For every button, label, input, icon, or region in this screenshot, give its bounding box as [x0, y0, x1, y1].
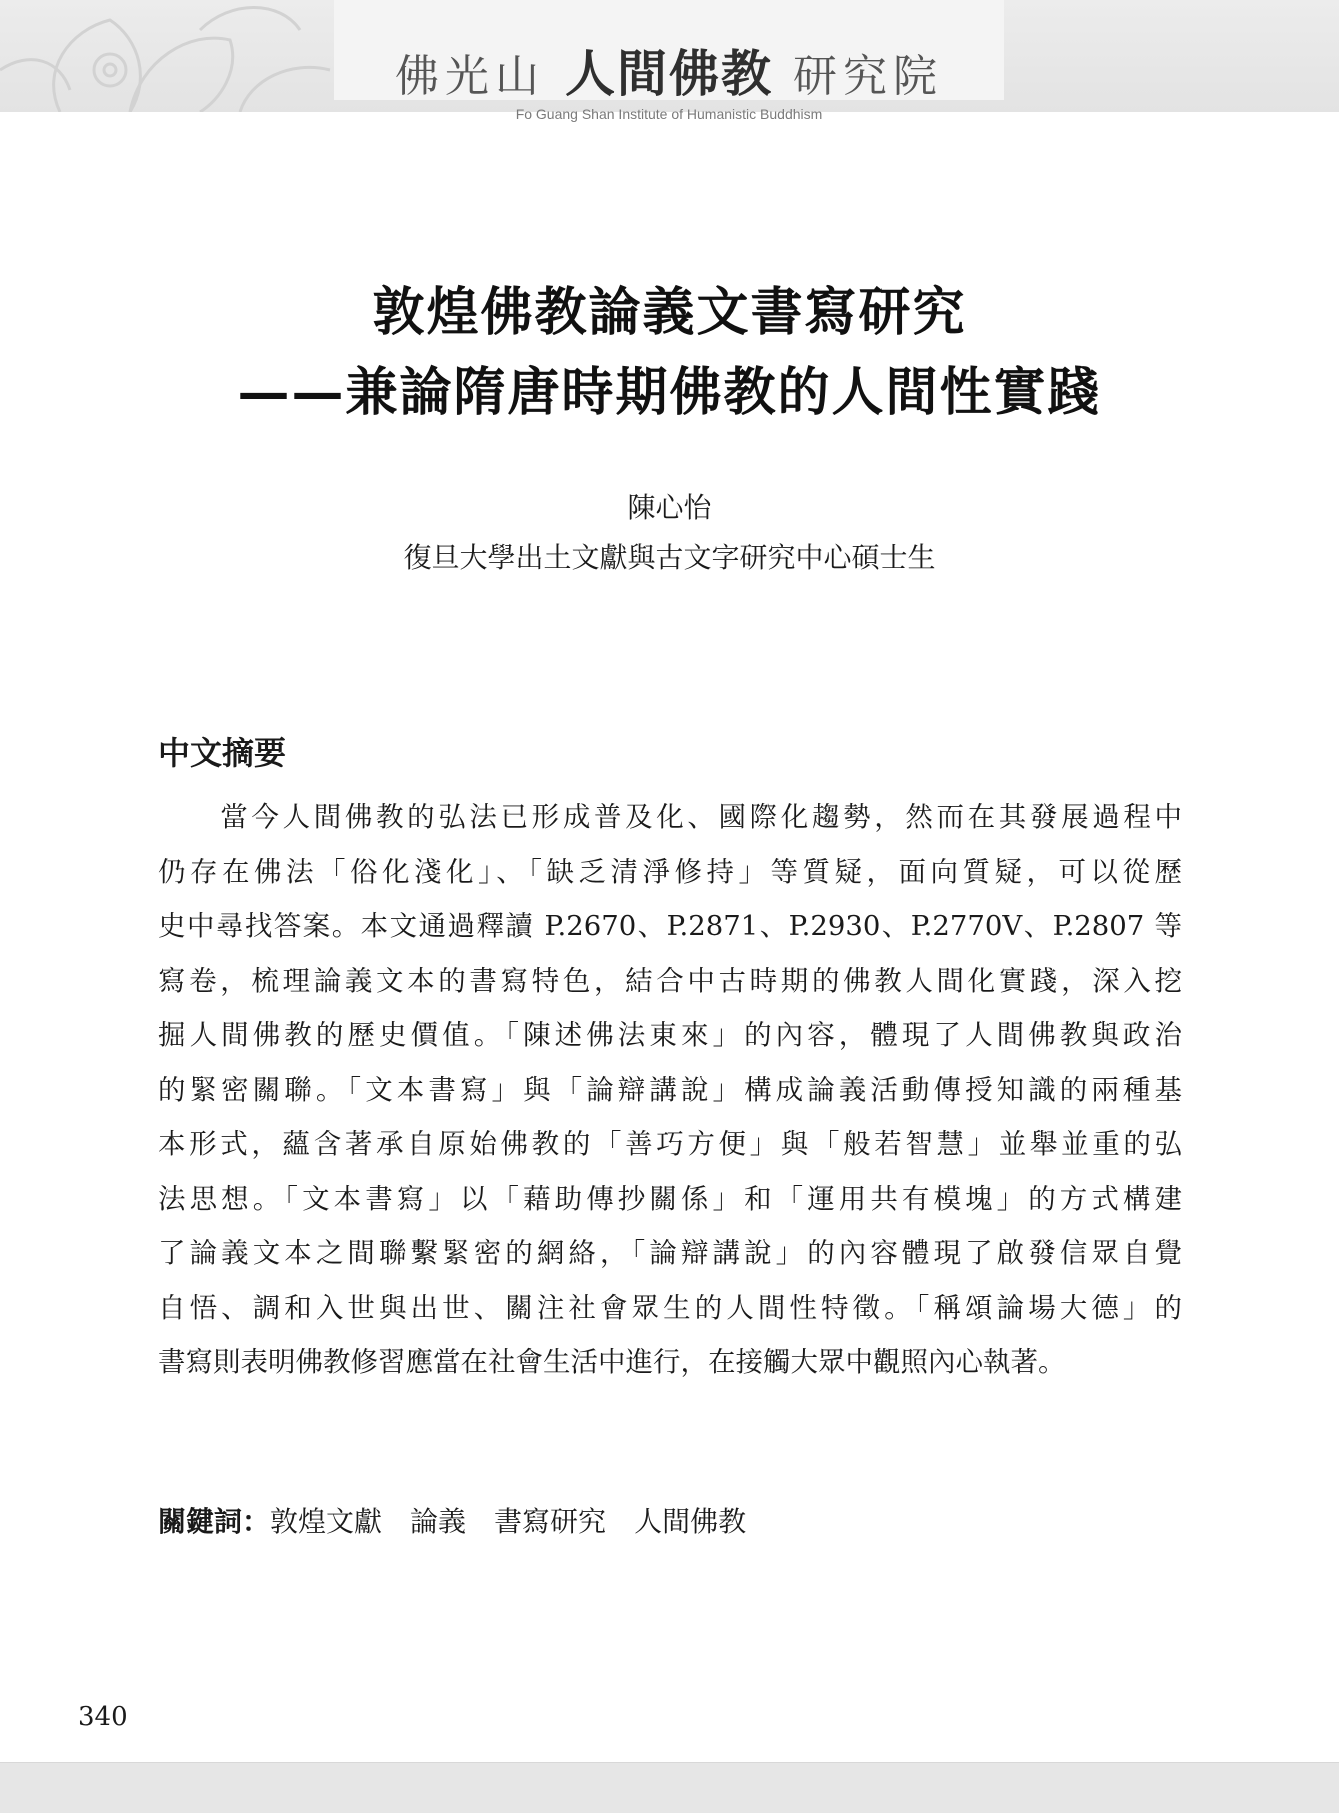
abstract-line: 自悟、調和入世與出世、關注社會眾生的人間性特徵。「稱頌論場大德」的 [158, 1291, 1182, 1324]
keywords [158, 1500, 774, 1540]
abstract-line: 寫卷，梳理論義文本的書寫特色，結合中古時期的佛教人間化實踐，深入挖 [158, 964, 1182, 997]
title-left: 佛光山 [395, 51, 545, 102]
footer-band [0, 1762, 1339, 1813]
abstract-line: 仍存在佛法「俗化淺化」、「缺乏清淨修持」等質疑，面向質疑，可以從歷 [158, 855, 1182, 888]
abstract-line: 史中尋找答案。本文通過釋讀 P.2670、P.2871、P.2930、P.2770V、P.2807 等 [158, 910, 1182, 942]
abstract-line: 當今人間佛教的弘法已形成普及化、國際化趨勢，然而在其發展過程中 [158, 801, 1182, 833]
paper-title: 敦煌佛教論義文書寫研究 [372, 282, 967, 343]
page-number: 340 [78, 1702, 128, 1732]
keyword-item: 人間佛教 [634, 1505, 747, 1538]
institute-logo-title [334, 34, 1004, 106]
abstract-line: 書寫則表明佛教修習應當在社會生活中進行，在接觸大眾中觀照內心執著。 [158, 1346, 1066, 1378]
abstract-line: 掘人間佛教的歷史價值。「陳述佛法東來」的內容，體現了人間佛教與政治 [158, 1019, 1182, 1051]
abstract-heading: 中文摘要 [158, 734, 287, 772]
title-right: 研究院 [793, 51, 943, 102]
title-bold: 人間佛教 [565, 45, 773, 103]
lotus-ornament-icon [0, 0, 334, 112]
author-affiliation: 復旦大學出土文獻與古文字研究中心碩士生 [403, 541, 936, 574]
paper-subtitle: ——兼論隋唐時期佛教的人間性實踐 [237, 362, 1102, 423]
keyword-item: 敦煌文獻 [270, 1505, 383, 1538]
author-name: 陳心怡 [627, 491, 712, 524]
abstract-line: 本形式，蘊含著承自原始佛教的「善巧方便」與「般若智慧」並舉並重的弘 [158, 1128, 1182, 1160]
keywords-label: 關鍵詞： [158, 1505, 271, 1538]
abstract-line: 了論義文本之間聯繫緊密的網絡，「論辯講說」的內容體現了啟發信眾自覺 [158, 1237, 1182, 1269]
abstract-line: 法思想。「文本書寫」以「藉助傳抄關係」和「運用共有模塊」的方式構建 [158, 1182, 1182, 1215]
abstract-line: 的緊密關聯。「文本書寫」與「論辯講說」構成論義活動傳授知識的兩種基 [158, 1073, 1182, 1106]
keyword-item: 書寫研究 [494, 1505, 607, 1538]
abstract-body [158, 790, 1182, 1390]
keyword-item: 論義 [410, 1505, 467, 1538]
institute-subtitle: Fo Guang Shan Institute of Humanistic Buddhism [515, 106, 823, 122]
